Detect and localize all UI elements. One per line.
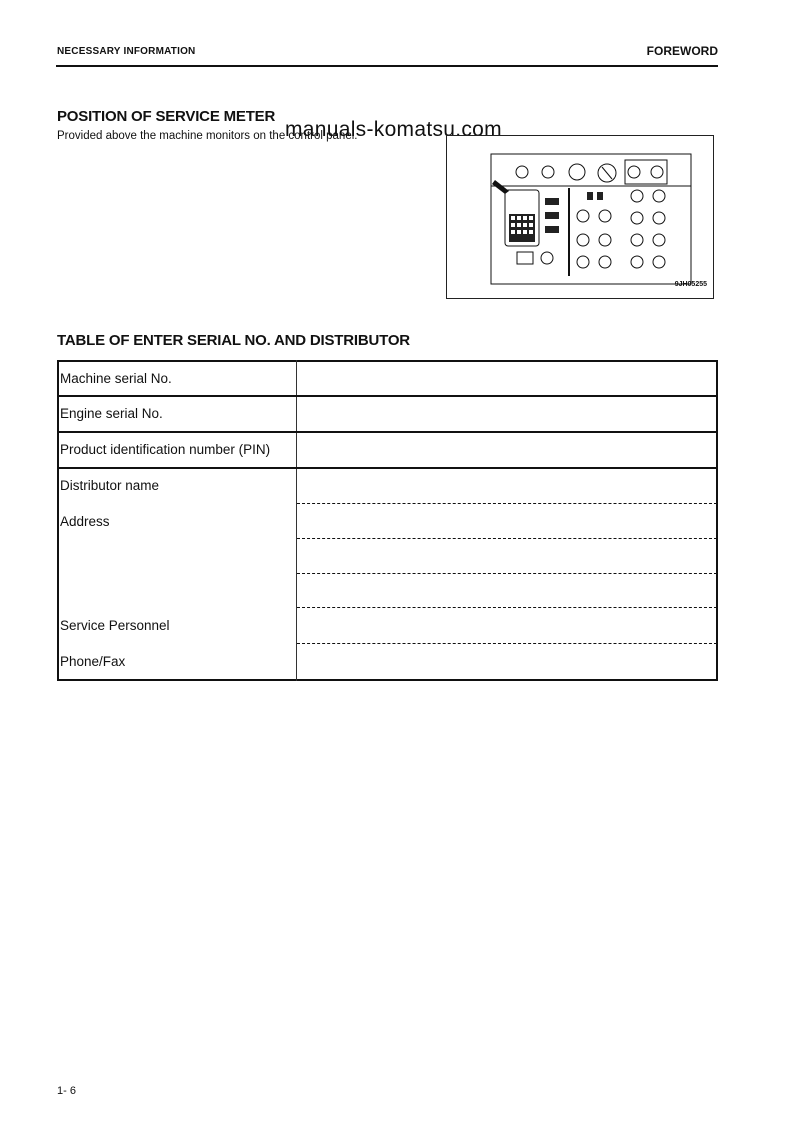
table-border (716, 360, 718, 681)
phone-fax-label: Phone/Fax (60, 654, 126, 669)
table-border (57, 679, 718, 681)
service-meter-description: Provided above the machine monitors on the control panel. (57, 130, 358, 142)
entry-line (297, 538, 717, 539)
header-divider (56, 65, 718, 67)
service-personnel-label: Service Personnel (60, 618, 170, 633)
serial-distributor-table (57, 360, 718, 681)
table-column-divider (296, 360, 297, 681)
service-meter-heading: POSITION OF SERVICE METER (57, 108, 276, 125)
control-panel-figure (446, 135, 714, 299)
header-section-title: NECESSARY INFORMATION (57, 46, 196, 57)
pin-label: Product identification number (PIN) (60, 442, 271, 457)
distributor-name-label: Distributor name (60, 478, 160, 493)
watermark: manuals-komatsu.com (285, 118, 502, 141)
entry-line (297, 643, 717, 644)
address-label: Address (60, 514, 110, 529)
control-panel-illustration (447, 136, 713, 298)
figure-code: 9JH05255 (674, 281, 707, 288)
row-divider (57, 467, 718, 469)
machine-serial-label: Machine serial No. (60, 371, 172, 386)
row-divider (57, 395, 718, 397)
table-border (57, 360, 59, 681)
entry-line (297, 607, 717, 608)
serial-table-heading: TABLE OF ENTER SERIAL NO. AND DISTRIBUTOR (57, 332, 410, 349)
table-border (57, 360, 718, 362)
header-chapter-title: FOREWORD (646, 44, 718, 58)
engine-serial-label: Engine serial No. (60, 406, 163, 421)
entry-line (297, 503, 717, 504)
page-number: 1- 6 (57, 1085, 76, 1097)
entry-line (297, 573, 717, 574)
row-divider (57, 431, 718, 433)
